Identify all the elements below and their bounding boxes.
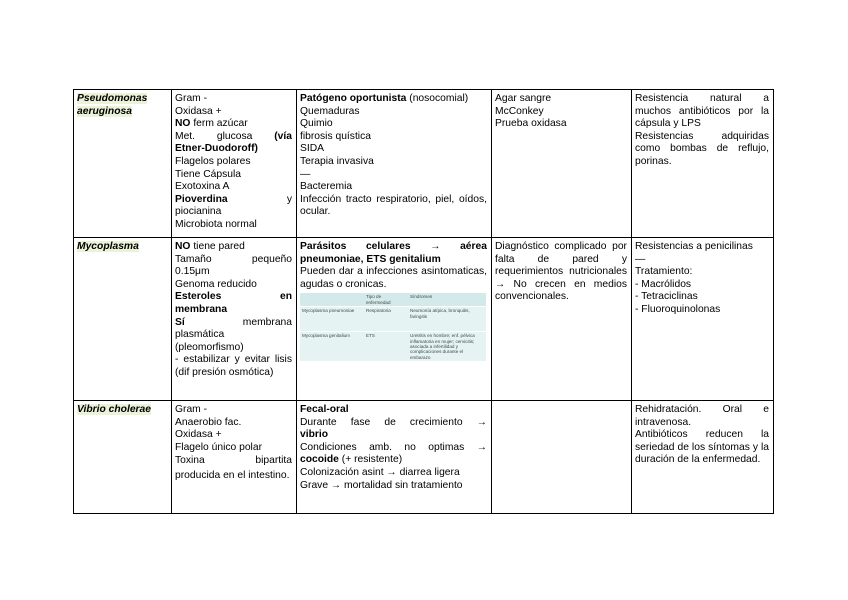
bold-text: Parásitos celulares → aérea pneumoniae, ETS genitalium <box>300 241 487 265</box>
text-line <box>175 291 292 304</box>
text-line <box>175 241 292 254</box>
text: Tamaño <box>175 253 212 265</box>
text-line <box>175 131 292 144</box>
bold-text: Sí <box>175 316 185 328</box>
table-row <box>74 90 774 238</box>
text-line <box>300 93 487 106</box>
bold-text: membrana <box>175 303 228 315</box>
table-row <box>74 238 774 401</box>
text-line <box>300 429 487 442</box>
text-line: Resistencias a penicilinas <box>635 241 753 252</box>
bold-text: Pioverdina <box>175 193 228 205</box>
text-line: fibrosis quística <box>300 130 371 142</box>
text-line: — <box>635 253 646 265</box>
diagnosis-cell <box>492 238 632 401</box>
mini-table-cell: Neumonía atípica, bronquitis, faringitis <box>408 307 486 332</box>
text-line <box>300 454 487 467</box>
text-line <box>175 317 292 330</box>
text-line: Toxina bipartita producida en el intestino. <box>175 455 292 481</box>
text-line: Rehidratación. Oral e intravenosa. <box>635 404 769 428</box>
features-cell <box>172 90 297 238</box>
bold-text: Etner-Duodoroff) <box>175 143 258 155</box>
text-line: Exotoxina A <box>175 181 230 193</box>
mini-table-header-cell <box>300 293 364 306</box>
organism-name: Vibrio cholerae <box>77 404 152 415</box>
bold-text: Fecal-oral <box>300 404 349 415</box>
text-line: Grave → mortalidad sin tratamiento <box>300 479 463 491</box>
text: (+ resistente) <box>338 454 403 466</box>
mini-table-row <box>300 307 486 332</box>
mini-table-header <box>300 293 486 306</box>
text-line: plasmática <box>175 329 225 341</box>
text: (nosocomial) <box>406 93 469 104</box>
treatment-cell <box>632 401 774 514</box>
text-line: Flagelo único polar <box>175 441 263 453</box>
bold-text: Patógeno oportunista <box>300 93 407 104</box>
text: Met. glucosa <box>175 130 253 142</box>
bold-text: en <box>279 291 292 303</box>
text-line: Durante fase de crecimiento → <box>300 416 487 428</box>
text-line: Colonización asint → diarrea ligera <box>300 466 460 478</box>
mini-table-cell: Mycoplasma genitalium <box>300 332 364 362</box>
text-line: Microbiota normal <box>175 218 257 230</box>
text-line <box>175 118 292 131</box>
text-line: Pueden dar a infecciones asintomaticas, agudas o cronicas. <box>300 266 487 290</box>
organism-cell <box>74 401 172 514</box>
embedded-syndrome-table <box>300 293 486 361</box>
text-line: Tratamiento: <box>635 266 693 278</box>
text-line: Condiciones amb. no optimas → <box>300 441 487 453</box>
bold-text: cocoide <box>300 454 339 466</box>
text-line: Oxidasa + <box>175 429 222 441</box>
text-line: Gram - <box>175 93 208 104</box>
text-line: Prueba oxidasa <box>495 118 567 130</box>
text: membrana <box>242 316 292 328</box>
organism-name: Mycoplasma <box>77 241 139 252</box>
text-line: Bacteremia <box>300 181 353 193</box>
text-line: (pleomorfismo) <box>175 341 244 353</box>
text-line: - Macrólidos <box>635 278 692 290</box>
mini-table-cell: Uretritis en hombre; enf. pélvica inflamatoria en mujer; cervicitis; asociada a infertilidad y complicaciones durante el embarazo <box>408 332 486 362</box>
text-line <box>175 194 292 207</box>
text-line: Flagelos polares <box>175 155 251 167</box>
pathogenesis-cell <box>297 238 492 401</box>
text-line: Quimio <box>300 118 333 130</box>
text-line: piocianina <box>175 206 222 218</box>
pathogenesis-cell <box>297 90 492 238</box>
text-line: Antibióticos reducen la seriedad de los síntomas y la duración de la enfermedad. <box>635 429 769 466</box>
organism-name: Pseudomonas aeruginosa <box>77 93 148 117</box>
text: tiene pared <box>190 241 245 252</box>
organism-cell <box>74 238 172 401</box>
diagnosis-cell <box>492 401 632 514</box>
text-line: Infección tracto respiratorio, piel, oídos, ocular. <box>300 193 487 218</box>
bold-text: NO <box>175 118 191 130</box>
text-line <box>175 304 292 317</box>
text-line: - estabilizar y evitar lisis (dif presión osmótica) <box>175 354 292 378</box>
text-line: — <box>300 168 311 180</box>
text-line: Diagnóstico complicado por falta de pared y requerimientos nutricionales → No crecen en medios convencionales. <box>495 241 627 303</box>
text: ferm azúcar <box>190 118 248 130</box>
text-line <box>175 143 292 156</box>
text-line <box>300 241 487 266</box>
mini-table-row <box>300 332 486 362</box>
text-line <box>300 404 487 417</box>
text-line: Resistencias adquiridas como bombas de reflujo, porinas. <box>635 130 769 167</box>
text-line: Resistencia natural a muchos antibióticos por la cápsula y LPS <box>635 93 769 130</box>
text: pequeño <box>251 253 292 265</box>
features-cell <box>172 238 297 401</box>
text-line: 0.15μm <box>175 266 210 278</box>
mini-table-cell: Mycoplasma pneumoniae <box>300 307 364 332</box>
microbiology-table <box>73 89 774 514</box>
treatment-cell <box>632 90 774 238</box>
pathogenesis-cell <box>297 401 492 514</box>
text-line: - Tetraciclinas <box>635 291 698 303</box>
bold-text: (vía <box>274 130 292 142</box>
organism-cell <box>74 90 172 238</box>
mini-table-cell: Respiratoria <box>364 307 408 332</box>
text-line <box>175 254 292 267</box>
mini-table-cell: ETS <box>364 332 408 362</box>
text-line: Quemaduras <box>300 105 360 117</box>
features-cell <box>172 401 297 514</box>
text: y <box>286 193 292 205</box>
text-line: SIDA <box>300 143 325 155</box>
diagnosis-cell <box>492 90 632 238</box>
mini-table-header-cell: Síndromes <box>408 293 486 306</box>
text-line: - Fluoroquinolonas <box>635 303 721 315</box>
text-line: Anaerobio fac. <box>175 416 242 428</box>
table-row <box>74 401 774 514</box>
text-line: McConkey <box>495 105 544 117</box>
text-line: Tiene Cápsula <box>175 168 242 180</box>
text-line: Terapia invasiva <box>300 155 374 167</box>
text-line: Gram - <box>175 404 208 415</box>
bold-text: Esteroles <box>175 291 222 303</box>
text-line: Oxidasa + <box>175 105 222 117</box>
mini-table-header-cell: Tipo de enfermedad <box>364 293 408 306</box>
bold-text: vibrio <box>300 429 329 441</box>
bold-text: NO <box>175 241 191 252</box>
treatment-cell <box>632 238 774 401</box>
text-line: Agar sangre <box>495 93 552 104</box>
text-line: Genoma reducido <box>175 278 257 290</box>
